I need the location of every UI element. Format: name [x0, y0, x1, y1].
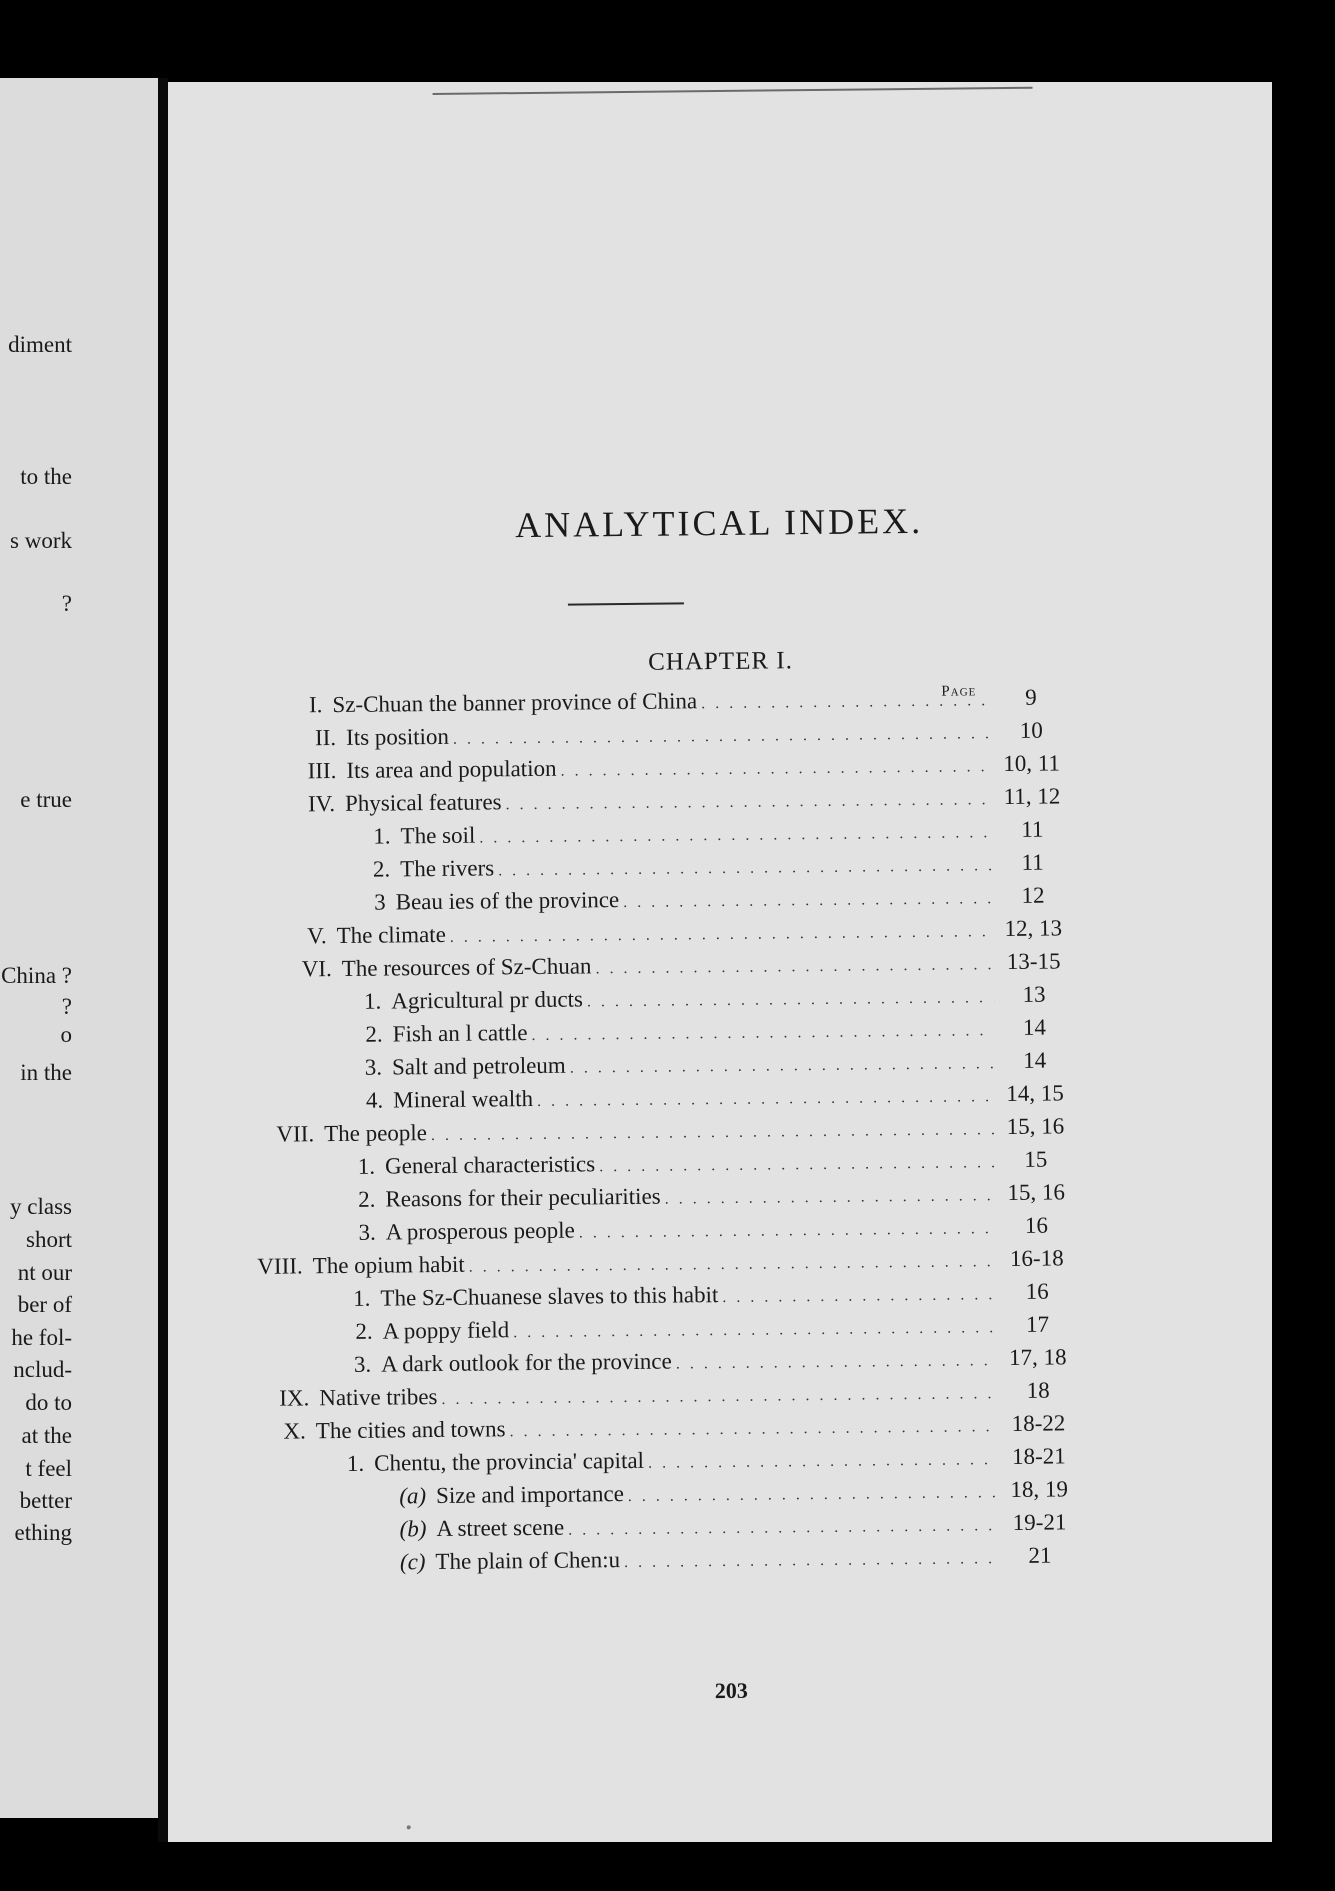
dot-leader	[479, 824, 992, 847]
page-title: ANALYTICAL INDEX.	[514, 500, 924, 546]
entry-page: 18-22	[1011, 1410, 1066, 1436]
entry-number: 2.	[355, 1318, 373, 1344]
entry-number: (c)	[399, 1549, 426, 1575]
left-text-fragment: in the	[20, 1060, 72, 1085]
dot-leader	[570, 1055, 995, 1077]
entry-page: 15, 16	[1006, 1113, 1065, 1140]
entry-number: IV.	[307, 791, 336, 817]
entry-page: 11, 12	[1003, 783, 1061, 810]
dot-leader	[513, 1319, 998, 1342]
dot-leader	[498, 857, 993, 880]
dot-leader	[568, 1517, 1000, 1540]
left-text-fragment: ?	[61, 994, 72, 1019]
entry-page: 17, 18	[1008, 1344, 1067, 1371]
index-entry	[353, 1278, 1049, 1318]
dot-leader	[505, 791, 992, 814]
entry-text: Sz-Chuan the banner province of China	[332, 688, 698, 718]
dot-leader	[441, 1385, 998, 1409]
left-text-fragment: to the	[20, 464, 72, 489]
entry-page: 21	[1028, 1542, 1052, 1568]
left-text-fragment: y class	[10, 1194, 72, 1219]
entry-page: 16	[1024, 1212, 1049, 1238]
left-text-fragment: nt our	[17, 1260, 72, 1285]
entry-text: Fish an l cattle	[392, 1020, 528, 1047]
entry-text: Beau ies of the province	[395, 887, 620, 915]
entry-number: 1.	[346, 1450, 365, 1476]
entry-number: (b)	[399, 1516, 427, 1542]
left-text-fragment: t feel	[25, 1456, 72, 1481]
entry-number: (a)	[399, 1483, 427, 1509]
left-page	[0, 78, 158, 1818]
entry-text: The plain of Chen:u	[435, 1547, 621, 1575]
left-text-fragment: short	[26, 1227, 72, 1252]
entry-page: 16-18	[1009, 1245, 1064, 1271]
entry-text: The rivers	[400, 855, 495, 882]
entry-number: 3.	[353, 1351, 372, 1377]
entry-text: The Sz-Chuanese slaves to this habit	[380, 1282, 719, 1311]
page-number: 203	[714, 1677, 748, 1704]
index-entry	[371, 849, 1044, 889]
entry-text: The climate	[336, 921, 446, 949]
entry-page: 18, 19	[1010, 1476, 1069, 1503]
entry-number: IX.	[279, 1385, 310, 1411]
entry-number: VII.	[276, 1121, 315, 1147]
entry-page: 10, 11	[1003, 750, 1061, 777]
left-text-fragment: he fol-	[11, 1325, 72, 1350]
entry-page: 18	[1026, 1377, 1050, 1403]
entry-number: 2.	[372, 856, 391, 882]
entry-number: 1.	[357, 1153, 376, 1179]
dot-leader	[431, 1121, 996, 1145]
dot-leader	[623, 890, 993, 912]
entry-number: II.	[314, 725, 337, 751]
entry-text: Its position	[345, 723, 450, 750]
entry-page: 11	[1021, 816, 1044, 842]
entry-page: 9	[1025, 684, 1037, 710]
entry-text: A prosperous people	[385, 1217, 575, 1245]
entry-text: Native tribes	[319, 1384, 438, 1411]
index-entry	[353, 1311, 1050, 1351]
entry-number: 3.	[358, 1219, 376, 1245]
dot-leader	[531, 1022, 994, 1045]
entry-text: The resources of Sz-Chuan	[341, 953, 592, 981]
page-column-heading: Page	[941, 683, 977, 700]
entry-number: 3.	[364, 1054, 383, 1080]
dot-leader	[676, 1352, 998, 1373]
entry-page: 15, 16	[1007, 1179, 1065, 1206]
entry-number: V.	[307, 923, 327, 949]
index-entry	[363, 981, 1046, 1021]
speck	[407, 1825, 411, 1829]
dot-leader	[587, 989, 994, 1011]
left-text-fragment: e true	[20, 787, 72, 812]
index-entry	[399, 1542, 1052, 1581]
left-text-fragment: China ?	[1, 963, 72, 988]
left-text-fragment: s work	[10, 528, 72, 553]
entry-text: The cities and towns	[315, 1416, 506, 1444]
entry-page: 10	[1019, 717, 1043, 743]
entry-page: 12	[1021, 882, 1045, 908]
dot-leader	[701, 692, 991, 713]
entry-text: The soil	[400, 822, 476, 849]
index-entry	[365, 1080, 1064, 1120]
dot-leader	[648, 1451, 999, 1473]
index-entry	[353, 1344, 1067, 1384]
entry-text: A street scene	[436, 1514, 565, 1542]
dot-leader	[599, 1154, 996, 1176]
entry-number: 1.	[363, 988, 382, 1014]
dot-leader	[509, 1418, 998, 1441]
entry-text: Physical features	[344, 789, 502, 816]
entry-page: 14	[1023, 1047, 1047, 1073]
entry-page: 17	[1025, 1311, 1050, 1337]
left-text-fragment: at the	[21, 1423, 72, 1448]
left-text-fragment: o	[60, 1022, 72, 1047]
entry-text: A dark outlook for the province	[380, 1348, 672, 1377]
dot-leader	[453, 725, 992, 749]
entry-number: 2.	[365, 1021, 383, 1047]
entry-page: 13-15	[1006, 948, 1061, 975]
dot-leader	[560, 758, 991, 781]
entry-page: 15	[1024, 1146, 1048, 1172]
entry-page: 14, 15	[1006, 1080, 1064, 1107]
dot-leader	[595, 956, 993, 978]
dot-leader	[579, 1220, 997, 1242]
entry-text: The opium habit	[312, 1251, 465, 1279]
entry-number: 3	[374, 889, 386, 915]
page-content	[163, 76, 1285, 1847]
left-text-fragment: better	[19, 1488, 72, 1513]
title-divider	[568, 602, 684, 605]
dot-leader	[624, 1550, 1000, 1572]
entry-text: General characteristics	[384, 1151, 596, 1179]
entry-number: 2.	[358, 1186, 376, 1212]
index-entry	[358, 1212, 1049, 1252]
entry-number: 1.	[353, 1285, 371, 1311]
entry-text: Size and importance	[435, 1481, 624, 1509]
index-entry	[370, 816, 1044, 856]
left-text-fragment: diment	[8, 332, 72, 357]
entry-text: Salt and petroleum	[391, 1052, 566, 1080]
entry-text: Its area and population	[346, 755, 557, 783]
entry-page: 13	[1022, 981, 1046, 1007]
index-entry	[364, 1014, 1047, 1054]
chapter-heading: CHAPTER I.	[648, 647, 794, 676]
left-text-fragment: ething	[14, 1520, 72, 1545]
entry-page: 14	[1022, 1014, 1047, 1040]
entry-number: III.	[307, 758, 337, 784]
dot-leader	[628, 1484, 1000, 1506]
top-edge-rule	[433, 87, 1033, 95]
dot-leader	[665, 1187, 997, 1208]
entry-text: A poppy field	[382, 1317, 510, 1344]
entry-number: I.	[308, 692, 323, 718]
entry-text: The people	[323, 1120, 428, 1147]
index-entry	[364, 1047, 1047, 1087]
entry-number: X.	[283, 1418, 306, 1444]
entry-page: 16	[1025, 1278, 1049, 1304]
index-entries	[169, 682, 1273, 1575]
left-text-fragment: ?	[61, 591, 72, 616]
entry-number: VI.	[301, 956, 332, 982]
left-text-fragment: ber of	[17, 1292, 72, 1317]
entry-number: VIII.	[257, 1253, 303, 1279]
index-entry	[371, 882, 1045, 922]
index-entry	[357, 1146, 1048, 1186]
entry-number: 4.	[365, 1087, 384, 1113]
dot-leader	[537, 1088, 995, 1111]
entry-text: Mineral wealth	[393, 1085, 534, 1113]
dot-leader	[722, 1286, 997, 1307]
left-text-fragment: do to	[25, 1390, 72, 1415]
dot-leader	[450, 923, 994, 947]
entry-page: 12, 13	[1004, 915, 1063, 942]
entry-page: 19-21	[1012, 1509, 1067, 1535]
entry-text: Chentu, the provincia' capital	[374, 1447, 645, 1476]
index-entry	[358, 1179, 1065, 1219]
left-text-fragment: nclud-	[13, 1357, 72, 1382]
entry-number: 1.	[373, 823, 391, 849]
right-page	[168, 82, 1272, 1842]
entry-text: Reasons for their peculiarities	[385, 1183, 661, 1212]
entry-page: 11	[1021, 849, 1044, 875]
entry-text: Agricultural pr ducts	[391, 986, 584, 1014]
entry-page: 18-21	[1011, 1443, 1066, 1469]
index-entry	[399, 1509, 1067, 1548]
index-entry	[399, 1476, 1069, 1515]
dot-leader	[469, 1253, 997, 1277]
